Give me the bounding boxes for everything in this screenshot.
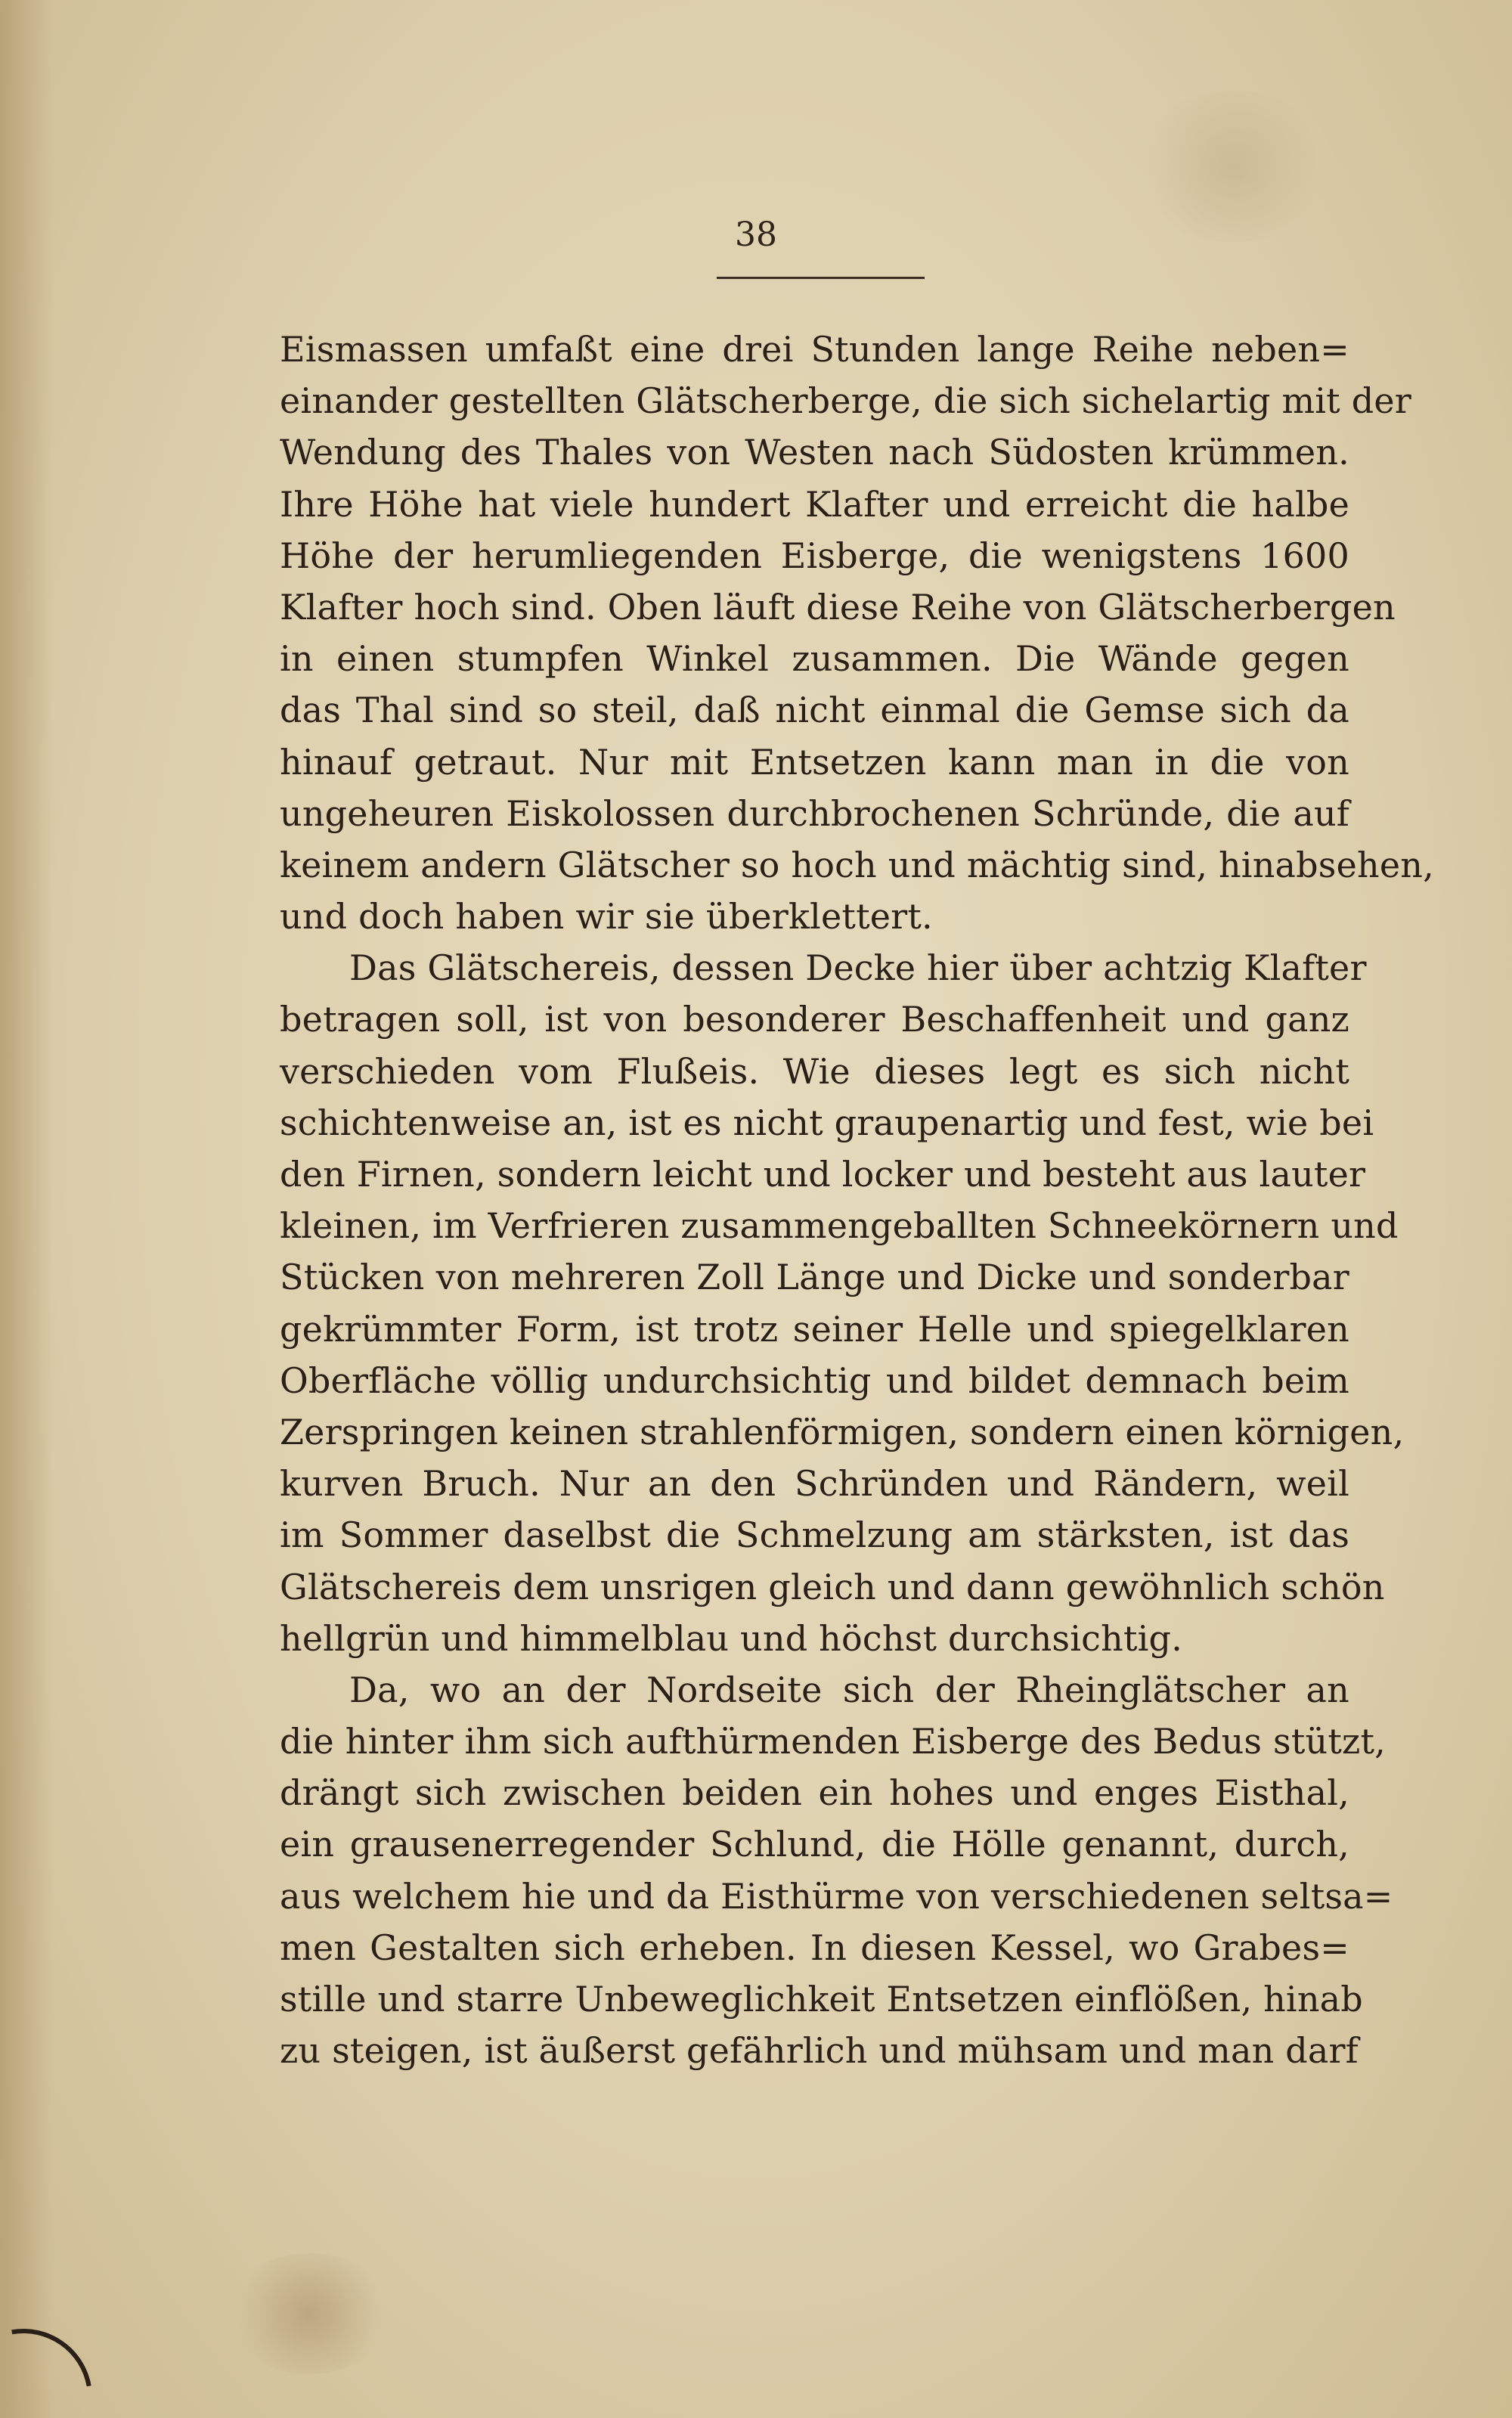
page-edge-shadow	[0, 0, 53, 2418]
text-line: Das Glätschereis, dessen Decke hier über achtzig Klafter	[349, 947, 1367, 989]
text-line: einander gestellten Glätscherberge, die sich sichelartig mit der	[280, 380, 1411, 422]
text-line: Glätschereis dem unsrigen gleich und dann gewöhnlich schön	[280, 1566, 1385, 1607]
paper-stain	[227, 2253, 393, 2374]
header-rule	[717, 277, 925, 279]
text-line: und doch haben wir sie überklettert.	[280, 896, 933, 938]
text-line: Da, wo an der Nordseite sich der Rheinglätscher an	[349, 1669, 1349, 1710]
text-line: den Firnen, sondern leicht und locker und besteht aus lauter	[280, 1154, 1366, 1195]
text-line: betragen soll, ist von besonderer Beschaffenheit und ganz	[280, 999, 1349, 1040]
text-line: keinem andern Glätscher so hoch und mächtig sind, hinabsehen,	[280, 844, 1434, 885]
text-line: verschieden vom Flußeis. Wie dieses legt es sich nicht	[280, 1050, 1349, 1092]
text-line: Höhe der herumliegenden Eisberge, die wenigstens 1600	[280, 535, 1349, 576]
text-line: die hinter ihm sich aufthürmenden Eisberge des Bedus stützt,	[280, 1721, 1386, 1762]
text-line: zu steigen, ist äußerst gefährlich und mühsam und man darf	[280, 2030, 1359, 2072]
text-line: hellgrün und himmelblau und höchst durchsichtig.	[280, 1617, 1183, 1659]
text-line: men Gestalten sich erheben. In diesen Kessel, wo Grabes=	[280, 1927, 1349, 1968]
text-line: ungeheuren Eiskolossen durchbrochenen Schründe, die auf	[280, 792, 1349, 834]
text-line: Wendung des Thales von Westen nach Südosten krümmen.	[280, 432, 1349, 473]
text-line: Eismassen umfaßt eine drei Stunden lange Reihe neben=	[280, 329, 1349, 370]
text-line: aus welchem hie und da Eisthürme von verschiedenen seltsa=	[280, 1875, 1393, 1917]
text-line: schichtenweise an, ist es nicht graupenartig und fest, wie bei	[280, 1102, 1374, 1143]
page-number: 38	[735, 215, 777, 254]
text-line: drängt sich zwischen beiden ein hohes und enges Eisthal,	[280, 1772, 1349, 1814]
body-text	[280, 324, 1434, 2076]
text-line: in einen stumpfen Winkel zusammen. Die Wände gegen	[280, 638, 1349, 680]
text-line: ein grausenerregender Schlund, die Hölle genannt, durch,	[280, 1824, 1349, 1865]
text-line: Klafter hoch sind. Oben läuft diese Reihe von Glätscherbergen	[280, 586, 1396, 628]
text-line: Oberfläche völlig undurchsichtig und bildet demnach beim	[280, 1359, 1349, 1401]
text-line: stille und starre Unbeweglichkeit Entsetzen einflößen, hinab	[280, 1979, 1363, 2020]
text-line: kurven Bruch. Nur an den Schründen und Rändern, weil	[280, 1463, 1349, 1505]
text-line: Ihre Höhe hat viele hundert Klafter und erreicht die halbe	[280, 483, 1349, 525]
text-line: hinauf getraut. Nur mit Entsetzen kann man in die von	[280, 741, 1349, 783]
text-line: gekrümmter Form, ist trotz seiner Helle und spiegelklaren	[280, 1308, 1349, 1350]
text-line: Zerspringen keinen strahlenförmigen, sondern einen körnigen,	[280, 1411, 1405, 1452]
text-line: das Thal sind so steil, daß nicht einmal die Gemse sich da	[280, 690, 1349, 731]
text-line: im Sommer daselbst die Schmelzung am stärksten, ist das	[280, 1514, 1349, 1556]
text-line: Stücken von mehreren Zoll Länge und Dicke und sonderbar	[280, 1257, 1349, 1298]
text-line: kleinen, im Verfrieren zusammengeballten Schneekörnern und	[280, 1205, 1399, 1247]
